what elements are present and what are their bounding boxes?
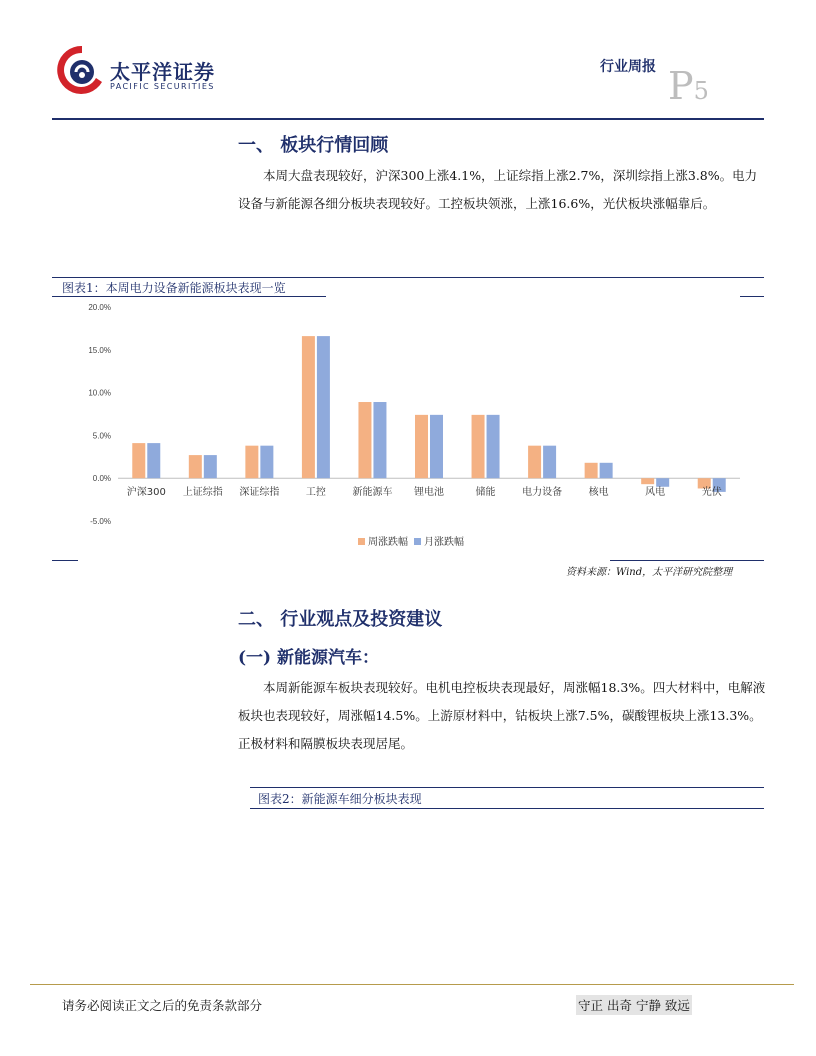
page-number-value: 5	[693, 77, 709, 105]
page-prefix: P	[668, 64, 694, 108]
figure1-source: 资料来源：Wind，太平洋研究院整理	[566, 567, 733, 578]
bar-monthly	[543, 446, 556, 479]
legend-label: 月涨跌幅	[424, 537, 464, 548]
section2-paragraph: 本周新能源车板块表现较好。电机电控板块表现最好，周涨幅18.3%。四大材料中，电解液板块也表现较好，周涨幅14.5%。上游原材料中，钴板块上涨7.5%，碳酸锂板块上涨13.3%。正极材料和隔膜板块表现居尾。	[238, 680, 766, 751]
footer-disclaimer: 请务必阅读正文之后的免责条款部分	[62, 998, 263, 1013]
legend-label: 周涨跌幅	[368, 537, 408, 548]
bar-weekly	[415, 415, 428, 478]
header-divider	[52, 118, 764, 120]
category-label: 光伏	[701, 487, 722, 499]
section2-heading: 二、 行业观点及投资建议	[238, 609, 443, 630]
bar-monthly	[373, 402, 386, 478]
figure1-caption-rule	[52, 296, 326, 297]
legend-swatch	[358, 538, 365, 545]
bar-weekly	[245, 446, 258, 479]
section2-subheading: (一) 新能源汽车：	[238, 648, 380, 668]
figure2-caption-rule	[250, 808, 764, 809]
sector-performance-chart	[60, 298, 750, 558]
bar-weekly	[302, 336, 315, 478]
bar-weekly	[358, 402, 371, 478]
y-tick-label: 0.0%	[92, 474, 111, 484]
bar-weekly	[472, 415, 485, 478]
figure2-caption: 图表2：新能源车细分板块表现	[258, 792, 422, 806]
footer-divider	[30, 984, 794, 985]
legend-swatch	[414, 538, 421, 545]
category-label: 锂电池	[414, 487, 444, 499]
category-label: 新能源车	[352, 487, 393, 499]
y-tick-label: 10.0%	[88, 388, 111, 398]
bar-monthly	[430, 415, 443, 478]
figure1-bottom-rule-right	[610, 560, 764, 561]
category-label: 上证综指	[182, 487, 223, 499]
bar-weekly	[641, 478, 654, 484]
bar-monthly	[204, 455, 217, 478]
y-tick-label: 15.0%	[88, 345, 111, 355]
bar-monthly	[317, 336, 330, 478]
figure2-top-rule	[250, 787, 764, 788]
category-label: 风电	[645, 487, 666, 499]
bar-weekly	[585, 463, 598, 478]
section1-paragraph: 本周大盘表现较好，沪深300上涨4.1%，上证综指上涨2.7%，深圳综指上涨3.8%。电力设备与新能源各细分板块表现较好。工控板块领涨，上涨16.6%，光伏板块涨幅靠后。	[238, 168, 758, 211]
bar-monthly	[656, 478, 669, 487]
brand-name-en: PACIFIC SECURITIES	[110, 82, 215, 91]
brand-name-cn: 太平洋证券	[110, 60, 215, 84]
bar-monthly	[260, 446, 273, 479]
y-tick-label: 5.0%	[92, 431, 111, 441]
figure1-caption: 图表1：本周电力设备新能源板块表现一览	[62, 281, 286, 295]
figure1-top-rule	[52, 277, 764, 278]
category-label: 核电	[588, 487, 609, 499]
y-tick-label: -5.0%	[90, 517, 111, 526]
logo-emblem-icon	[52, 42, 108, 98]
category-label: 沪深300	[126, 487, 166, 499]
bar-weekly	[132, 443, 145, 478]
category-label: 深证综指	[239, 487, 280, 499]
category-label: 工控	[305, 487, 326, 499]
bar-monthly	[600, 463, 613, 478]
bar-monthly	[147, 443, 160, 478]
category-label: 电力设备	[522, 487, 563, 499]
report-type: 行业周报	[600, 59, 656, 75]
bar-weekly	[528, 446, 541, 479]
page-number	[668, 64, 709, 108]
section1-heading: 一、 板块行情回顾	[238, 135, 389, 156]
figure1-bottom-rule-left	[52, 560, 78, 561]
category-label: 储能	[475, 487, 496, 499]
y-tick-label: 20.0%	[88, 303, 111, 312]
bar-weekly	[189, 455, 202, 478]
footer-motto: 守正 出奇 宁静 致远	[576, 995, 692, 1015]
bar-monthly	[487, 415, 500, 478]
figure1-caption-rule-right	[740, 296, 764, 297]
